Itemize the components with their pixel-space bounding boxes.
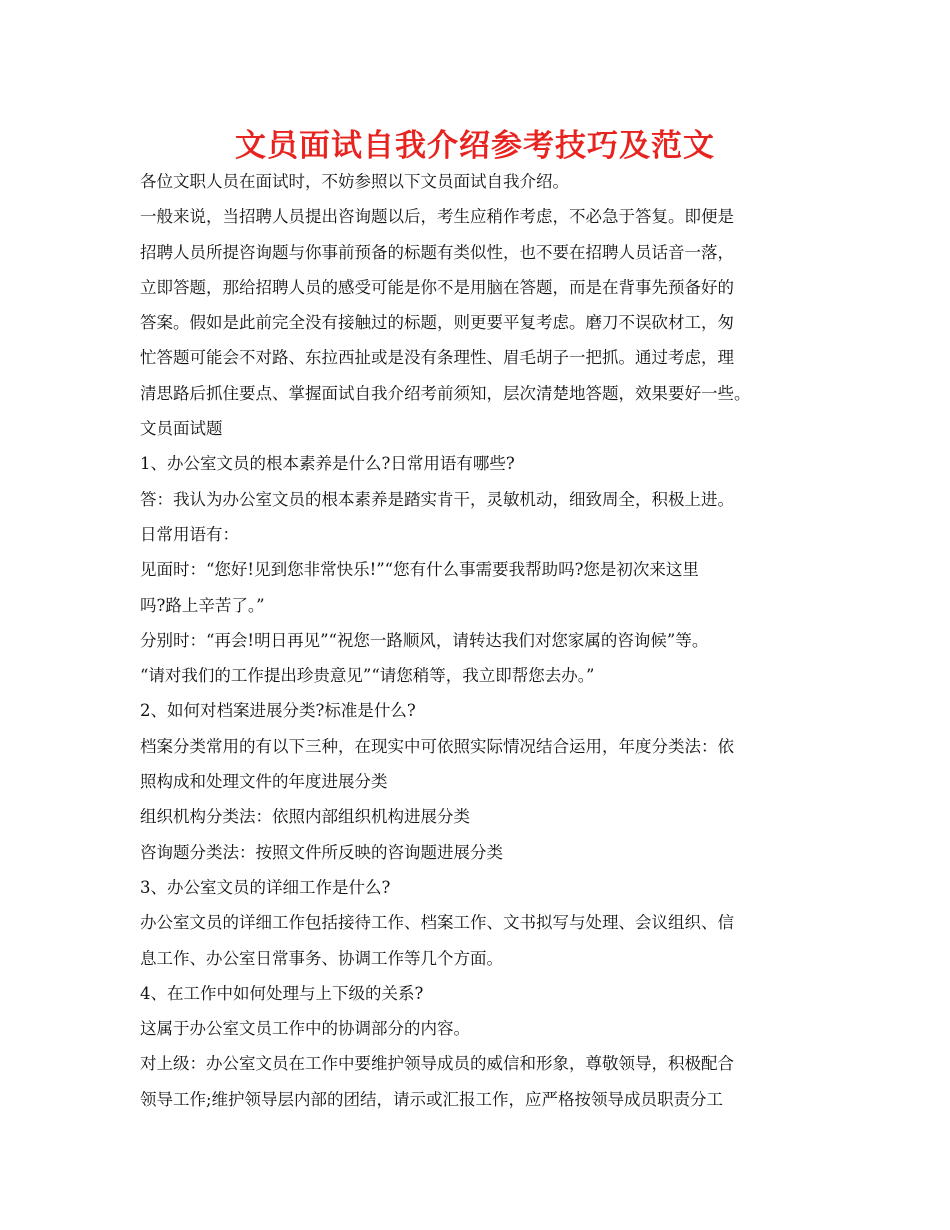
document-title: 文员面试自我介绍参考技巧及范文 (235, 128, 715, 164)
text-line: 对上级：办公室文员在工作中要维护领导成员的威信和形象，尊敬领导，积极配合 (140, 1054, 734, 1074)
text-line: 清思路后抓住要点、掌握面试自我介绍考前须知，层次清楚地答题，效果要好一些。 (140, 383, 751, 403)
text-line: 领导工作;维护领导层内部的团结，请示或汇报工作，应严格按领导成员职责分工 (140, 1089, 724, 1109)
text-line: 咨询题分类法：按照文件所反映的咨询题进展分类 (140, 842, 503, 862)
document-body (140, 164, 840, 1117)
text-line: 档案分类常用的有以下三种，在现实中可依照实际情况结合运用，年度分类法：依 (140, 736, 734, 756)
text-line: 吗?路上辛苦了。” (140, 595, 265, 615)
text-line: 1、办公室文员的根本素养是什么?日常用语有哪些? (140, 454, 515, 474)
text-line: 照构成和处理文件的年度进展分类 (140, 772, 388, 792)
text-line: 日常用语有： (140, 524, 239, 544)
text-line: 答：我认为办公室文员的根本素养是踏实肯干，灵敏机动，细致周全，积极上进。 (140, 489, 734, 509)
text-line: 文员面试题 (140, 419, 223, 439)
text-line: 一般来说，当招聘人员提出咨询题以后，考生应稍作考虑，不必急于答复。即便是 (140, 207, 734, 227)
text-line: “请对我们的工作提出珍贵意见”“请您稍等，我立即帮您去办。” (140, 666, 595, 686)
text-line: 招聘人员所提咨询题与你事前预备的标题有类似性，也不要在招聘人员话音一落， (140, 242, 734, 262)
text-line: 各位文职人员在面试时，不妨参照以下文员面试自我介绍。 (140, 172, 569, 191)
text-line: 忙答题可能会不对路、东拉西扯或是没有条理性、眉毛胡子一把抓。通过考虑，理 (140, 348, 734, 368)
text-line: 分别时：“再会!明日再见”“祝您一路顺风，请转达我们对您家属的咨询候”等。 (140, 630, 709, 650)
text-line: 这属于办公室文员工作中的协调部分的内容。 (140, 1019, 470, 1039)
text-line: 答案。假如是此前完全没有接触过的标题，则更要平复考虑。磨刀不误砍材工，匆 (140, 313, 734, 333)
text-line: 3、办公室文员的详细工作是什么? (140, 877, 391, 897)
text-line: 立即答题，那给招聘人员的感受可能是你不是用脑在答题，而是在背事先预备好的 (140, 277, 734, 297)
text-line: 办公室文员的详细工作包括接待工作、档案工作、文书拟写与处理、会议组织、信 (140, 913, 734, 933)
text-line: 2、如何对档案进展分类?标准是什么? (140, 701, 416, 721)
text-line: 见面时：“您好!见到您非常快乐!”“您有什么事需要我帮助吗?您是初次来这里 (140, 560, 699, 580)
text-line: 4、在工作中如何处理与上下级的关系? (140, 983, 424, 1003)
text-line: 息工作、办公室日常事务、协调工作等几个方面。 (140, 948, 503, 968)
text-line: 组织机构分类法：依照内部组织机构进展分类 (140, 807, 470, 827)
